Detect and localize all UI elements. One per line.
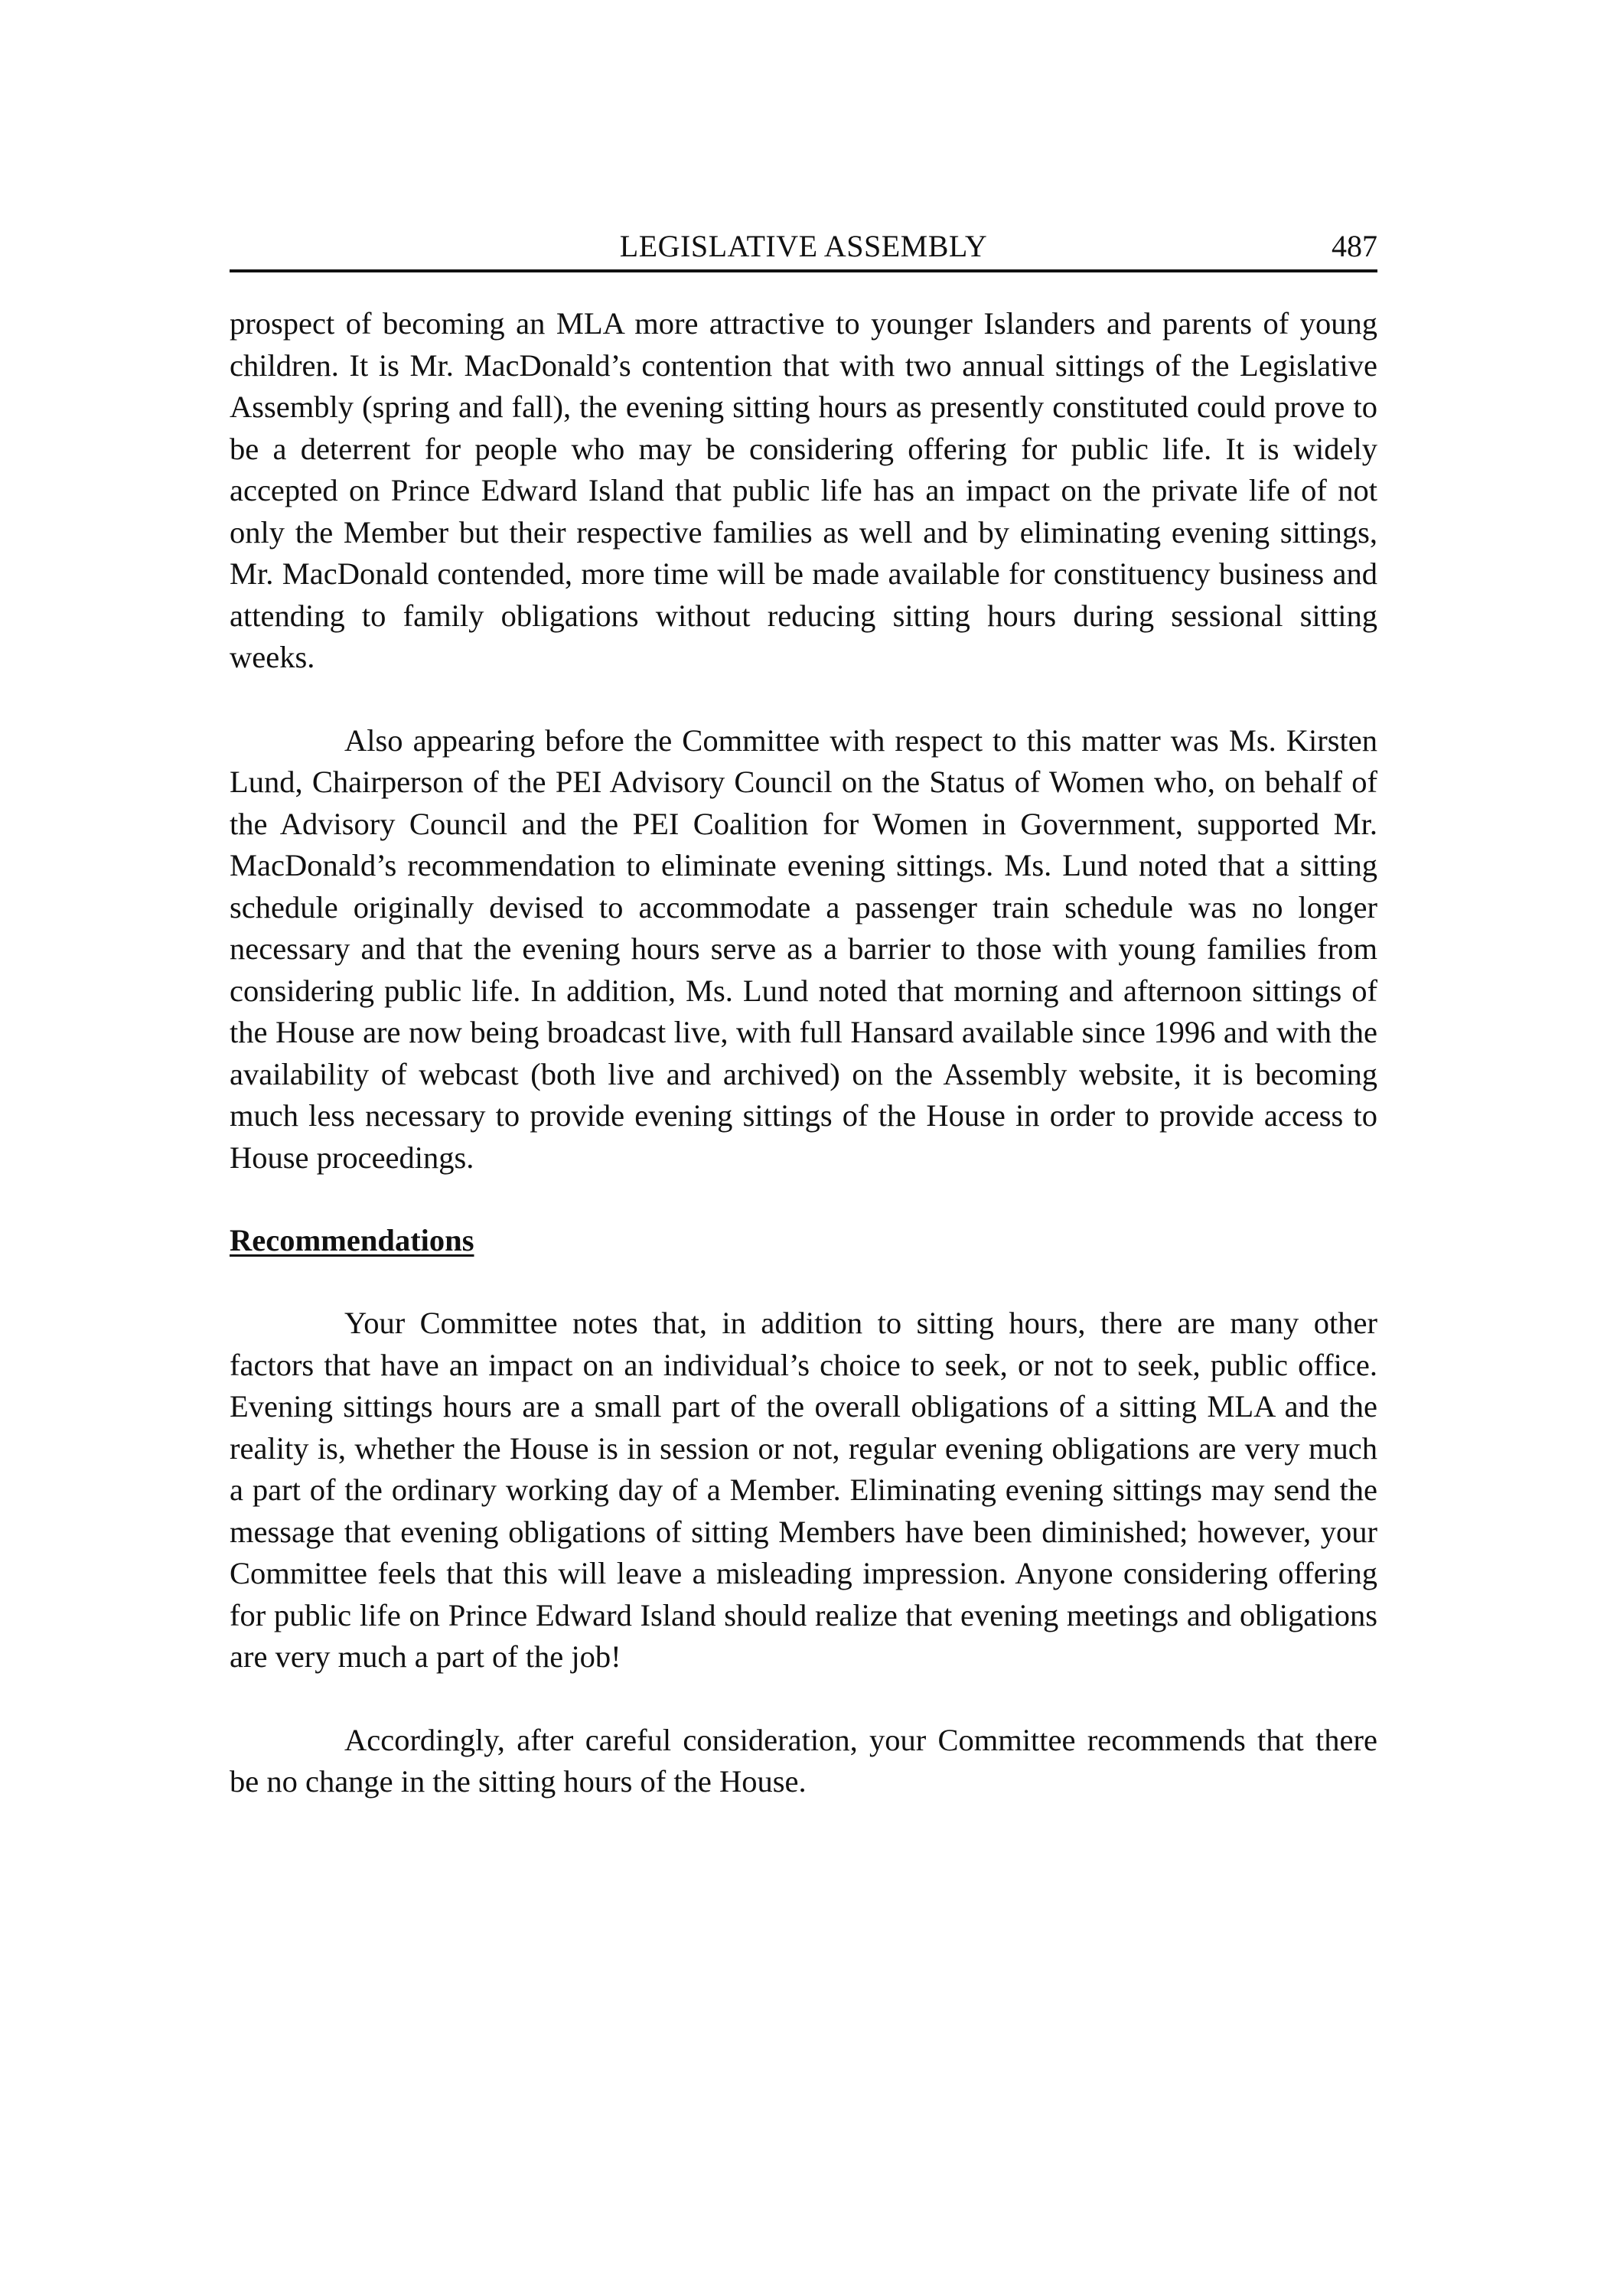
paragraph-continuation: prospect of becoming an MLA more attractive to younger Islanders and parents of young children. It is Mr. MacDonald’s contention that with two annual sittings of the Legislative Assembly (spring and fall), the evening sitting hours as presently constituted could prove to be a deterrent for people who may be considering offering for public life. It is widely accepted on Prince Edward Island that public life has an impact on the private life of not only the Member but their respective families as well and by eliminating evening sittings, Mr. MacDonald contended, more time will be made available for constituency business and attending to family obligations without reducing sitting hours during sessional sitting weeks. xyxy=(230,306,1377,674)
running-header xyxy=(230,230,1377,272)
paragraph-recommendation: Accordingly, after careful consideration, your Committee recommends that there be no change in the sitting hours of the House. xyxy=(230,1722,1377,1799)
page-number: 487 xyxy=(1332,229,1377,263)
running-title: LEGISLATIVE ASSEMBLY xyxy=(619,229,988,263)
body-text xyxy=(230,303,1377,1803)
paragraph-lund-testimony: Also appearing before the Committee with respect to this matter was Ms. Kirsten Lund, Chairperson of the PEI Advisory Council on the Status of Women who, on behalf of the Advisory Council and the PEI Coalition for Women in Government, supported Mr. MacDonald’s recommendation to eliminate evening sittings. Ms. Lund noted that a sitting schedule originally devised to accommodate a passenger train schedule was no longer necessary and that the evening hours serve as a barrier to those with young families from considering public life. In addition, Ms. Lund noted that morning and afternoon sittings of the House are now being broadcast live, with full Hansard available since 1996 and with the availability of webcast (both live and archived) on the Assembly website, it is becoming much less necessary to provide evening sittings of the House in order to provide access to House proceedings. xyxy=(230,722,1377,1175)
paragraph-committee-notes: Your Committee notes that, in addition to sitting hours, there are many other factors that have an impact on an individual’s choice to seek, or not to seek, public office. Evening sittings hours are a small part of the overall obligations of a sitting MLA and the reality is, whether the House is in session or not, regular evening obligations are very much a part of the ordinary working day of a Member. Eliminating evening sittings may send the message that evening obligations of sitting Members have been diminished; however, your Committee feels that this will leave a misleading impression. Anyone considering offering for public life on Prince Edward Island should realize that evening meetings and obligations are very much a part of the job! xyxy=(230,1306,1377,1674)
document-page xyxy=(230,230,1377,1844)
section-heading-recommendations: Recommendations xyxy=(230,1223,474,1257)
